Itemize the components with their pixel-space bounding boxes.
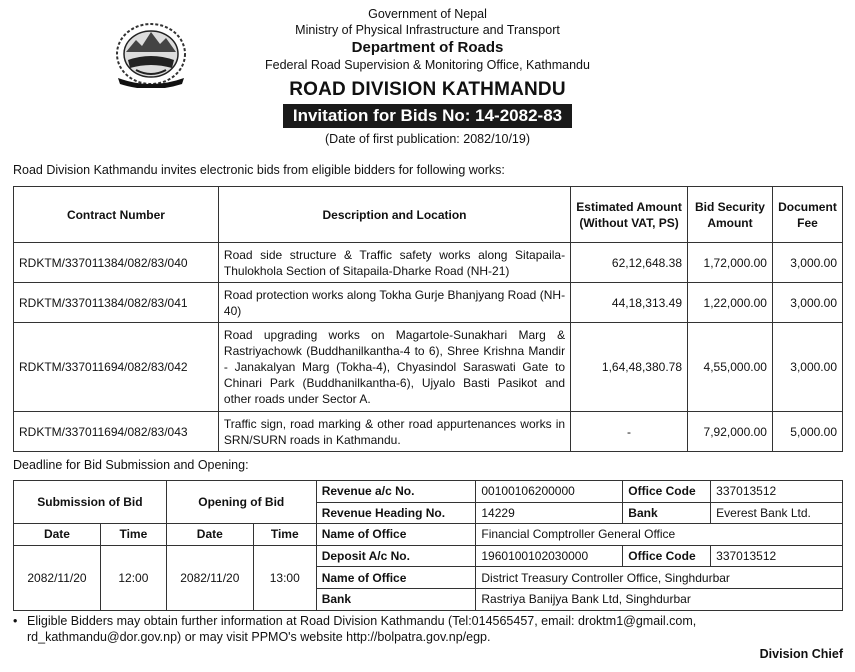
works-header-row bbox=[14, 187, 843, 243]
deadline-title: Deadline for Bid Submission and Opening: bbox=[13, 458, 249, 472]
bid-security: 1,22,000.00 bbox=[688, 283, 773, 323]
deposit-ac-value: 1960100102030000 bbox=[476, 545, 623, 567]
office-code-value: 337013512 bbox=[711, 545, 843, 567]
col-description: Description and Location bbox=[218, 187, 570, 243]
office-code-label: Office Code bbox=[623, 545, 711, 567]
contract-number: RDKTM/337011384/082/83/040 bbox=[14, 243, 219, 283]
submission-header: Submission of Bid bbox=[14, 481, 167, 524]
table-row bbox=[14, 243, 843, 283]
bank-label: Bank bbox=[623, 502, 711, 524]
name-of-office-value: District Treasury Controller Office, Singhdurbar bbox=[476, 567, 843, 589]
work-description: Road protection works along Tokha Gurje Bhanjyang Road (NH-40) bbox=[218, 283, 570, 323]
submission-date-label: Date bbox=[14, 524, 101, 546]
government-name: Government of Nepal bbox=[368, 7, 487, 21]
revenue-ac-value: 00100106200000 bbox=[476, 481, 623, 503]
office-name: Federal Road Supervision & Monitoring Office, Kathmandu bbox=[265, 58, 590, 72]
estimated-amount: 1,64,48,380.78 bbox=[571, 323, 688, 412]
ministry-name: Ministry of Physical Infrastructure and Transport bbox=[295, 23, 560, 37]
schedule-table bbox=[13, 480, 843, 611]
document-fee: 5,000.00 bbox=[772, 412, 842, 452]
office-code-label: Office Code bbox=[623, 481, 711, 503]
work-description: Traffic sign, road marking & other road appurtenances works in SRN/SURN roads in Kathmandu. bbox=[218, 412, 570, 452]
bullet-icon: • bbox=[13, 614, 18, 628]
division-title: ROAD DIVISION KATHMANDU bbox=[289, 79, 566, 100]
revenue-heading-value: 14229 bbox=[476, 502, 623, 524]
invitation-banner: Invitation for Bids No: 14-2082-83 bbox=[283, 104, 572, 128]
info-note bbox=[13, 613, 845, 645]
works-table bbox=[13, 186, 843, 452]
bank-value: Rastriya Banijya Bank Ltd, Singhdurbar bbox=[476, 588, 843, 610]
table-row bbox=[14, 545, 843, 567]
table-row bbox=[14, 481, 843, 503]
office-code-value: 337013512 bbox=[711, 481, 843, 503]
work-description: Road side structure & Traffic safety works along Sitapaila-Thulokhola Section of Sitapaila-Dharke Road (NH-21) bbox=[218, 243, 570, 283]
estimated-amount: 62,12,648.38 bbox=[571, 243, 688, 283]
letterhead bbox=[0, 6, 855, 147]
opening-date-label: Date bbox=[166, 524, 253, 546]
work-description: Road upgrading works on Magartole-Sunakhari Marg & Rastriyachowk (Buddhanilkantha-4 to 6), Shree Krishna Mandir - Janakalyan Marg (Tokha-4), Chyasindol Saraswati Gate to Chinari Park (Buddhanilkantha-6), Ujyalo Basti Pasikot and other roads under Sector A. bbox=[218, 323, 570, 412]
name-of-office-value: Financial Comptroller General Office bbox=[476, 524, 843, 546]
revenue-ac-label: Revenue a/c No. bbox=[316, 481, 476, 503]
table-row bbox=[14, 524, 843, 546]
col-estimated-amount: Estimated Amount (Without VAT, PS) bbox=[571, 187, 688, 243]
table-row bbox=[14, 323, 843, 412]
estimated-amount: 44,18,313.49 bbox=[571, 283, 688, 323]
submission-time-label: Time bbox=[100, 524, 166, 546]
document-fee: 3,000.00 bbox=[772, 243, 842, 283]
table-row bbox=[14, 283, 843, 323]
contract-number: RDKTM/337011694/082/83/043 bbox=[14, 412, 219, 452]
bank-value: Everest Bank Ltd. bbox=[711, 502, 843, 524]
name-of-office-label: Name of Office bbox=[316, 524, 476, 546]
col-document-fee: Document Fee bbox=[772, 187, 842, 243]
table-row bbox=[14, 412, 843, 452]
info-note-text: Eligible Bidders may obtain further information at Road Division Kathmandu (Tel:014565457, email: droktm1@gmail.com, rd_kathmandu@dor.gov.np) or may visit PPMO's website http://bolpatra.gov.np/egp. bbox=[27, 614, 697, 644]
col-contract-number: Contract Number bbox=[14, 187, 219, 243]
bank-label: Bank bbox=[316, 588, 476, 610]
submission-date: 2082/11/20 bbox=[14, 545, 101, 610]
opening-date: 2082/11/20 bbox=[166, 545, 253, 610]
opening-header: Opening of Bid bbox=[166, 481, 316, 524]
opening-time: 13:00 bbox=[253, 545, 316, 610]
bid-security: 4,55,000.00 bbox=[688, 323, 773, 412]
contract-number: RDKTM/337011694/082/83/042 bbox=[14, 323, 219, 412]
bid-security: 7,92,000.00 bbox=[688, 412, 773, 452]
name-of-office-label: Name of Office bbox=[316, 567, 476, 589]
intro-text: Road Division Kathmandu invites electronic bids from eligible bidders for following works: bbox=[13, 163, 505, 177]
contract-number: RDKTM/337011384/082/83/041 bbox=[14, 283, 219, 323]
deposit-ac-label: Deposit A/c No. bbox=[316, 545, 476, 567]
submission-time: 12:00 bbox=[100, 545, 166, 610]
document-fee: 3,000.00 bbox=[772, 323, 842, 412]
department-name: Department of Roads bbox=[351, 39, 504, 56]
col-bid-security: Bid Security Amount bbox=[688, 187, 773, 243]
revenue-heading-label: Revenue Heading No. bbox=[316, 502, 476, 524]
signature: Division Chief bbox=[759, 647, 843, 661]
document-fee: 3,000.00 bbox=[772, 283, 842, 323]
estimated-amount: - bbox=[571, 412, 688, 452]
bid-security: 1,72,000.00 bbox=[688, 243, 773, 283]
opening-time-label: Time bbox=[253, 524, 316, 546]
publication-date: (Date of first publication: 2082/10/19) bbox=[325, 132, 530, 146]
